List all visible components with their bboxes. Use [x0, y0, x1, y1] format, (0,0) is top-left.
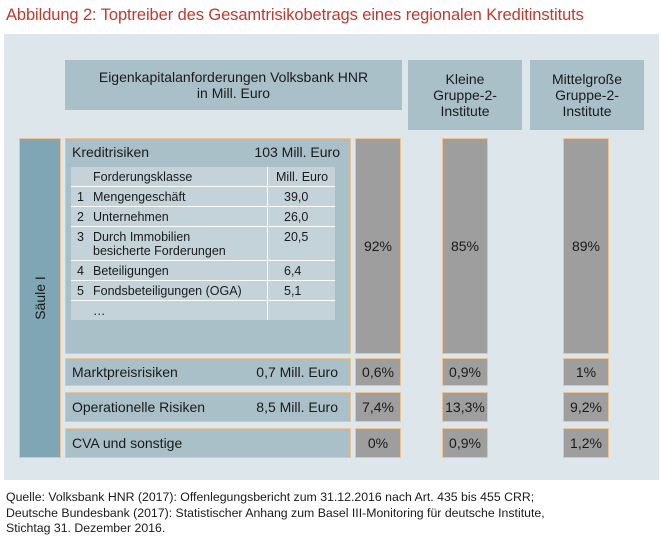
operationelle-risiken-row	[65, 392, 351, 422]
cva-pct-kleine: 0,9%	[442, 428, 488, 458]
marktpreisrisiken-pct-kleine: 0,9%	[442, 358, 488, 386]
marktpreisrisiken-row	[65, 358, 351, 386]
operationelle-risiken-pct-hnr: 7,4%	[355, 392, 401, 422]
figure-panel	[4, 34, 659, 480]
forderungsklasse-table	[71, 167, 335, 320]
saeule-i-label: Säule I	[32, 276, 48, 320]
kreditrisiken-value: 103 Mill. Euro	[254, 144, 340, 160]
marktpreisrisiken-pct-hnr: 0,6%	[355, 358, 401, 386]
kreditrisiken-pct-mittel: 89%	[563, 138, 609, 354]
table-header-row	[71, 167, 335, 186]
header-kleine-institute: Kleine Gruppe-2- Institute	[408, 60, 522, 130]
row-value: 0,7 Mill. Euro	[256, 364, 338, 380]
operationelle-risiken-pct-kleine: 13,3%	[442, 392, 488, 422]
row-label: CVA und sonstige	[72, 435, 183, 451]
table-header-class: Forderungsklasse	[93, 170, 193, 184]
figure-title: Abbildung 2: Toptreiber des Gesamtrisikobetrags eines regionalen Kreditinstituts	[6, 6, 584, 24]
table-row: 4 Beteiligungen 6,4	[71, 260, 335, 280]
row-label: Operationelle Risiken	[72, 399, 206, 415]
header-volksbank: Eigenkapitalanforderungen Volksbank HNR in Mill. Euro	[65, 60, 402, 110]
table-row: 2 Unternehmen 26,0	[71, 206, 335, 226]
cva-pct-mittel: 1,2%	[563, 428, 609, 458]
kreditrisiken-label: Kreditrisiken	[72, 144, 150, 160]
kreditrisiken-pct-kleine: 85%	[442, 138, 488, 354]
cva-pct-hnr: 0%	[355, 428, 401, 458]
operationelle-risiken-pct-mittel: 9,2%	[563, 392, 609, 422]
row-label: Marktpreisrisiken	[72, 364, 178, 380]
cva-row	[65, 428, 351, 458]
marktpreisrisiken-pct-mittel: 1%	[563, 358, 609, 386]
table-row: …	[71, 300, 335, 320]
row-value: 8,5 Mill. Euro	[256, 399, 338, 415]
saeule-i-bar	[19, 138, 61, 458]
source-note: Quelle: Volksbank HNR (2017): Offenlegungsbericht zum 31.12.2016 nach Art. 435 bis 455 CRR; Deutsche Bundesbank (2017): Statistischer Anhang zum Basel III-Monitoring für deutsche Institute, Stichtag 31. Dezember 2016.	[6, 490, 545, 535]
table-row: 1 Mengengeschäft 39,0	[71, 186, 335, 206]
header-mittelgrosse-institute: Mittelgroße Gruppe-2- Institute	[530, 60, 644, 130]
kreditrisiken-box	[65, 138, 351, 354]
table-header-value: Mill. Euro	[267, 167, 335, 186]
table-row: 5 Fondsbeteiligungen (OGA) 5,1	[71, 280, 335, 300]
table-row: 3 Durch Immobilien besicherte Forderungen 20,5	[71, 226, 335, 260]
kreditrisiken-pct-hnr: 92%	[355, 138, 401, 354]
